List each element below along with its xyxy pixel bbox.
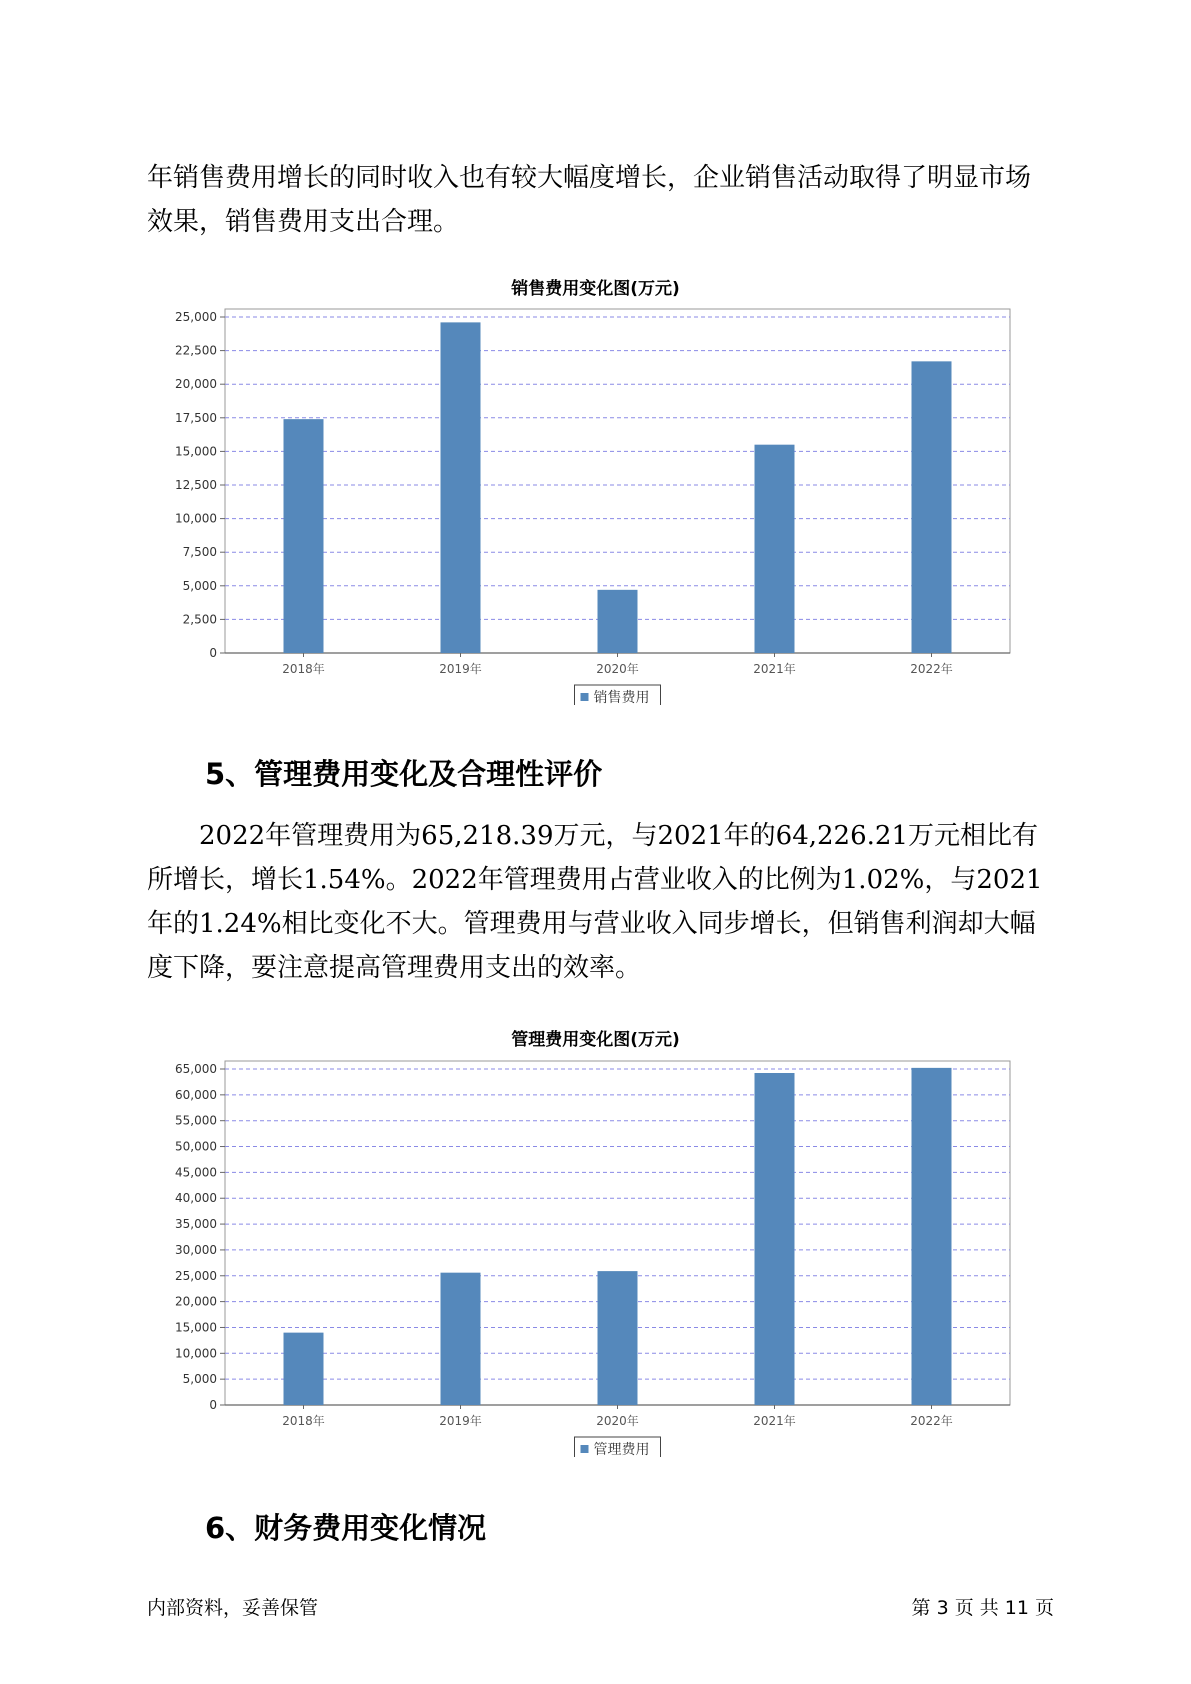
legend-swatch	[581, 1445, 589, 1453]
bar	[755, 1073, 795, 1405]
y-tick-label: 5,000	[182, 578, 217, 593]
y-tick-label: 35,000	[175, 1217, 217, 1232]
sales-expense-chart	[140, 305, 1020, 705]
bar	[284, 419, 324, 653]
y-tick-label: 20,000	[175, 377, 217, 392]
bar	[441, 322, 481, 653]
y-tick-label: 25,000	[175, 1268, 217, 1283]
y-tick-label: 55,000	[175, 1113, 217, 1128]
chart-1-title: 销售费用变化图(万元)	[511, 279, 680, 299]
y-tick-label: 20,000	[175, 1294, 217, 1309]
y-tick-label: 65,000	[175, 1062, 217, 1076]
legend-label: 管理费用	[593, 1442, 650, 1457]
footer-confidential: 内部资料，妥善保管	[147, 1597, 319, 1619]
y-tick-label: 60,000	[175, 1087, 217, 1102]
y-tick-label: 0	[209, 646, 217, 660]
x-tick-label: 2020年	[596, 662, 639, 676]
bar	[598, 590, 638, 653]
y-tick-label: 0	[209, 1398, 217, 1412]
y-tick-label: 25,000	[175, 310, 217, 324]
y-tick-label: 17,500	[175, 410, 217, 425]
chart-2-title: 管理费用变化图(万元)	[511, 1030, 680, 1050]
y-tick-label: 30,000	[175, 1242, 217, 1257]
y-tick-label: 10,000	[175, 1346, 217, 1361]
y-tick-label: 5,000	[182, 1372, 217, 1387]
intro-paragraph: 年销售费用增长的同时收入也有较大幅度增长，企业销售活动取得了明显市场效果，销售费用支出合理。	[147, 163, 1032, 237]
x-tick-label: 2021年	[753, 662, 796, 676]
x-tick-label: 2018年	[282, 1414, 325, 1428]
bar	[284, 1333, 324, 1405]
section-5-paragraph: 2022年管理费用为65,218.39万元，与2021年的64,226.21万元相比有所增长，增长1.54%。2022年管理费用占营业收入的比例为1.02%，与2021年的1.24%相比变化不大。管理费用与营业收入同步增长，但销售利润却大幅度下降，要注意提高管理费用支出的效率。	[147, 821, 1043, 983]
y-tick-label: 12,500	[175, 478, 217, 492]
y-tick-label: 7,500	[182, 545, 217, 560]
section-6-heading: 6、财务费用变化情况	[205, 1511, 487, 1545]
x-tick-label: 2019年	[439, 662, 482, 676]
y-tick-label: 22,500	[175, 343, 217, 358]
x-tick-label: 2019年	[439, 1414, 482, 1428]
y-tick-label: 15,000	[175, 1320, 217, 1335]
y-tick-label: 40,000	[175, 1191, 217, 1206]
x-tick-label: 2018年	[282, 662, 325, 676]
x-tick-label: 2022年	[910, 1414, 953, 1428]
y-tick-label: 45,000	[175, 1165, 217, 1180]
section-5-heading: 5、管理费用变化及合理性评价	[205, 757, 603, 791]
bar	[912, 361, 952, 653]
bar	[441, 1273, 481, 1405]
x-tick-label: 2022年	[910, 662, 953, 676]
bar	[755, 445, 795, 653]
footer-page-number: 第 3 页 共 11 页	[911, 1597, 1054, 1619]
admin-expense-chart	[140, 1057, 1020, 1457]
bar	[598, 1271, 638, 1405]
legend-swatch	[581, 693, 589, 701]
x-tick-label: 2020年	[596, 1414, 639, 1428]
legend-label: 销售费用	[593, 690, 650, 705]
x-tick-label: 2021年	[753, 1414, 796, 1428]
y-tick-label: 50,000	[175, 1139, 217, 1154]
bar	[912, 1068, 952, 1405]
y-tick-label: 10,000	[175, 511, 217, 526]
y-tick-label: 15,000	[175, 444, 217, 459]
y-tick-label: 2,500	[182, 612, 217, 627]
